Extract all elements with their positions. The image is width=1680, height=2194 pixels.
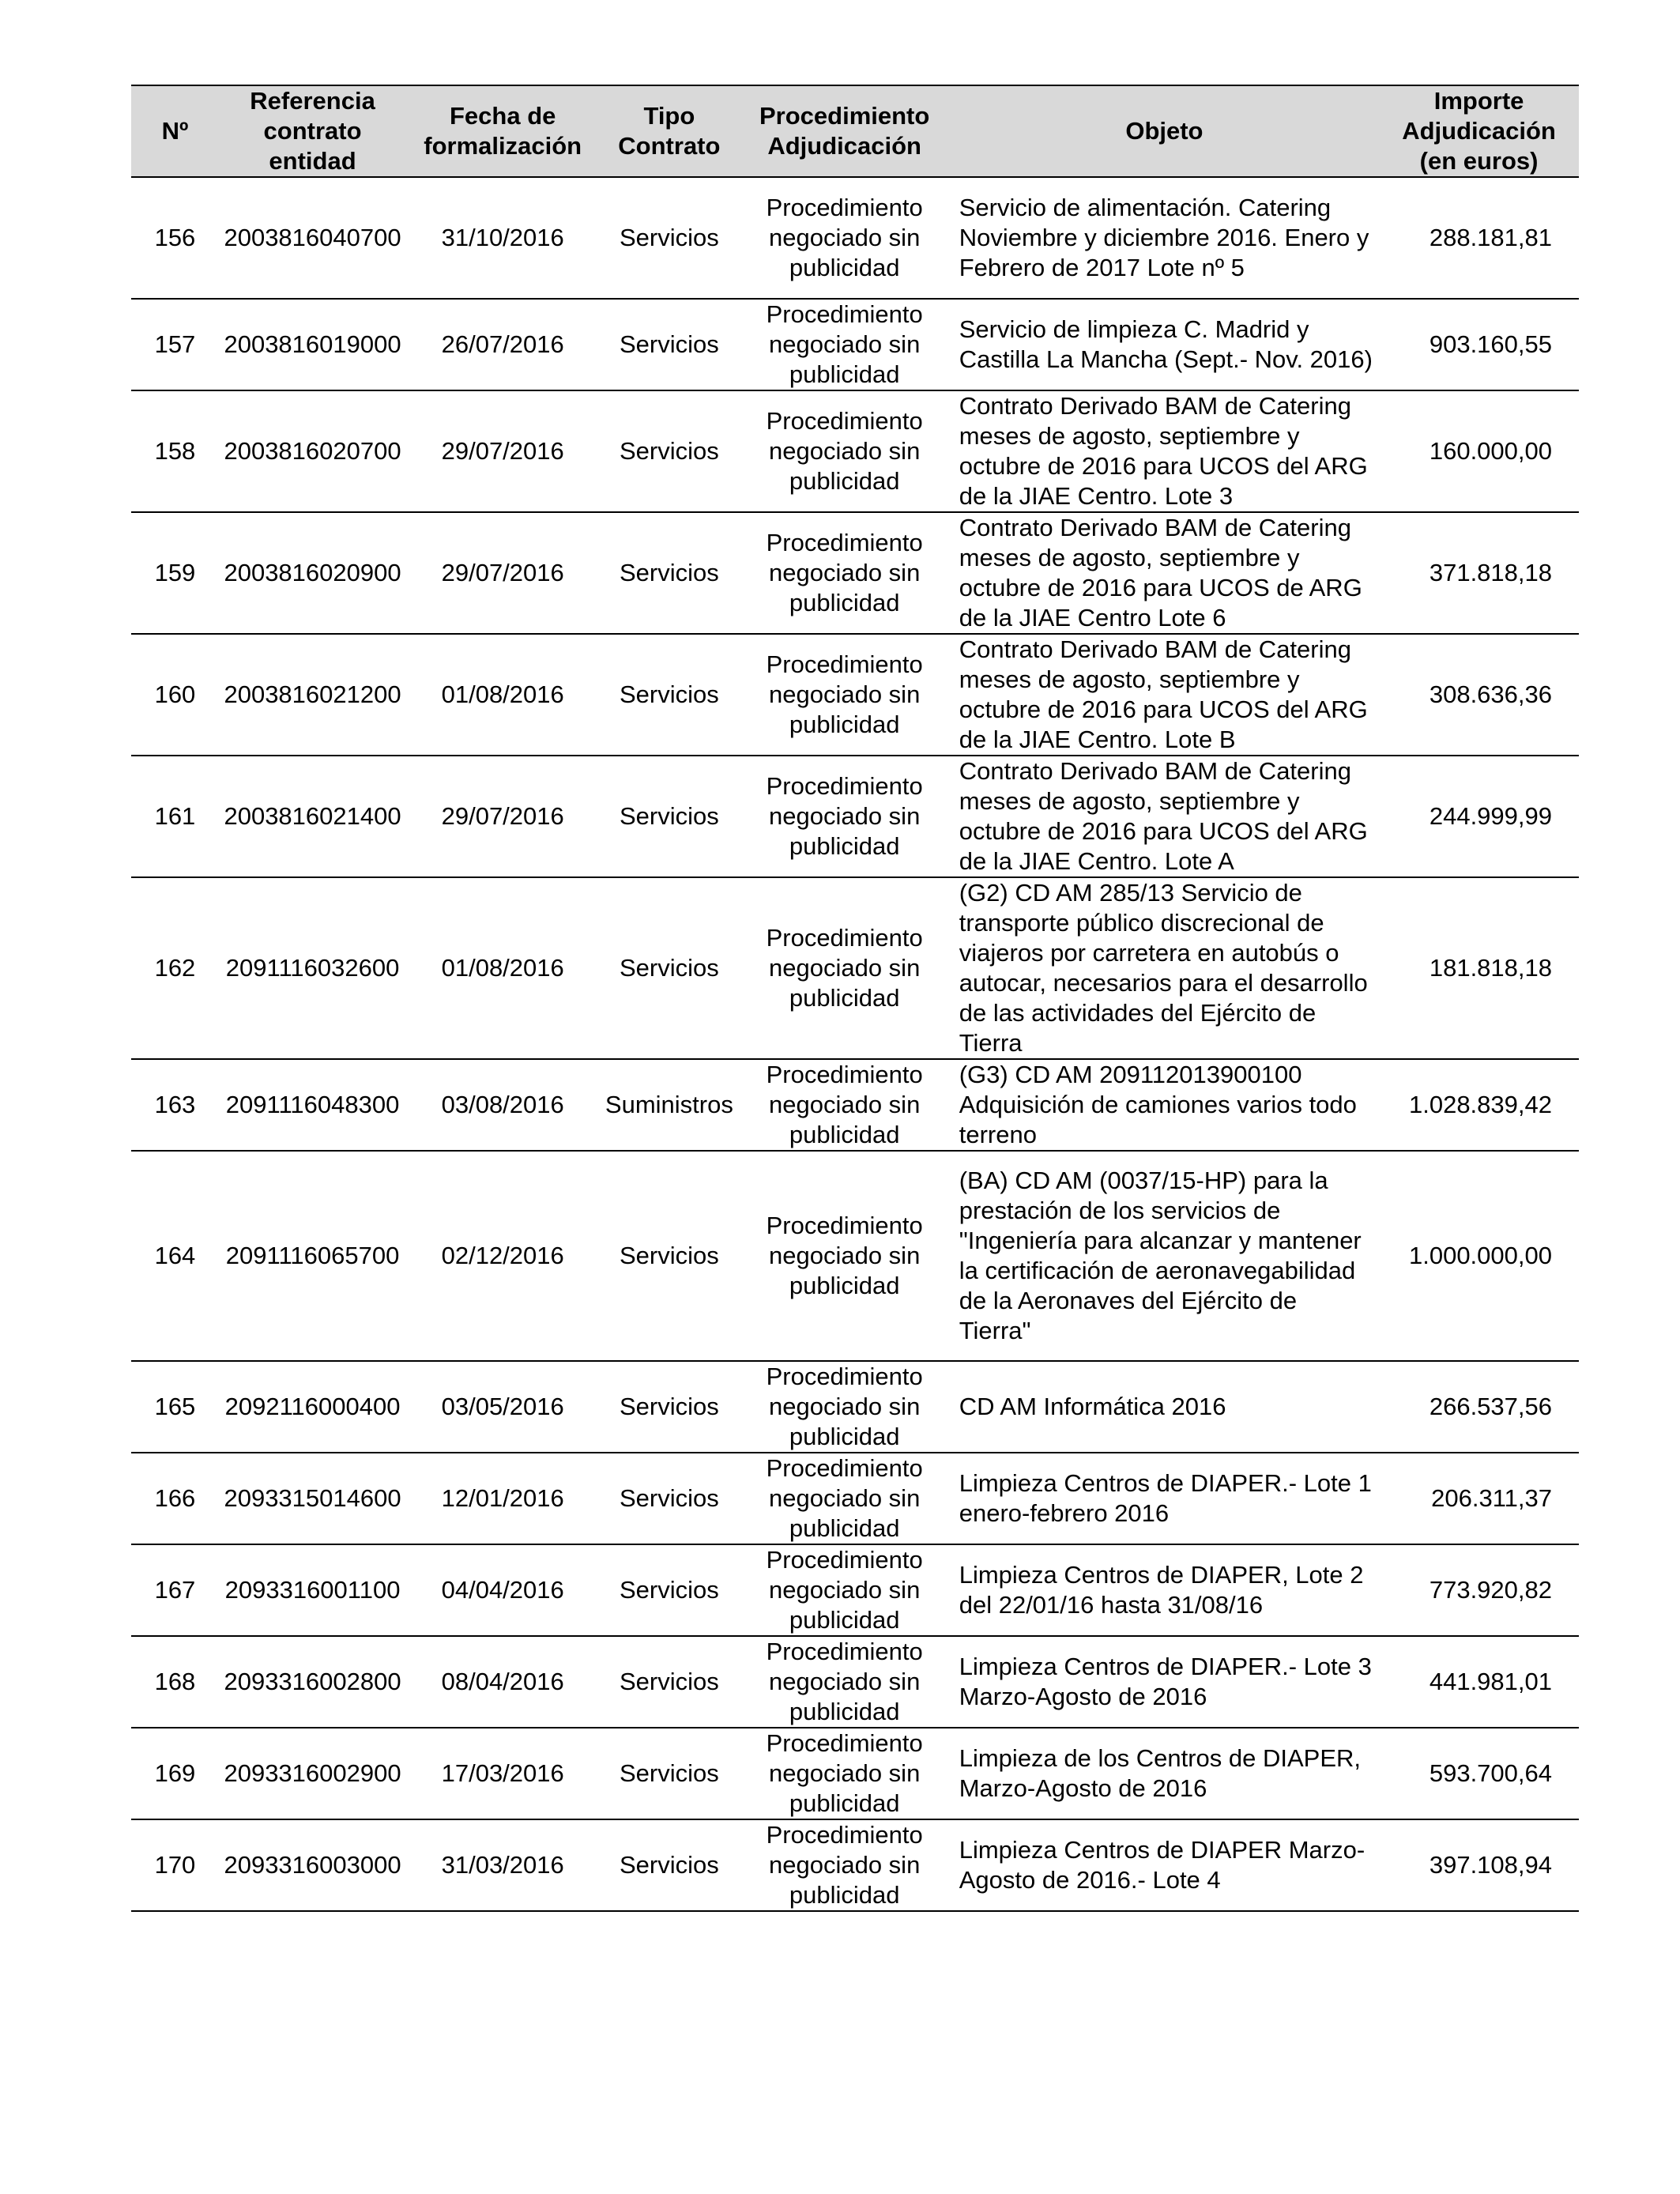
cell-fecha: 31/10/2016 bbox=[406, 177, 599, 299]
cell-objeto: (G2) CD AM 285/13 Servicio de transporte público discrecional de viajeros por carretera en autobús o autocar, necesarios para el desarrollo de las actividades del Ejército de Tierra bbox=[950, 877, 1379, 1059]
cell-fecha: 08/04/2016 bbox=[406, 1636, 599, 1728]
table-row bbox=[131, 1059, 1579, 1151]
cell-procedimiento: Procedimiento negociado sin publicidad bbox=[740, 1059, 950, 1151]
table-header-row bbox=[131, 85, 1579, 177]
header-line: Tipo bbox=[643, 102, 695, 130]
header-line: (en euros) bbox=[1419, 147, 1539, 175]
cell-fecha: 01/08/2016 bbox=[406, 877, 599, 1059]
header-fecha bbox=[406, 85, 599, 177]
cell-referencia: 2091116048300 bbox=[219, 1059, 406, 1151]
table-row bbox=[131, 1819, 1579, 1911]
cell-referencia: 2091116065700 bbox=[219, 1151, 406, 1361]
header-line: Fecha de bbox=[449, 102, 556, 130]
table-row bbox=[131, 756, 1579, 877]
cell-importe: 593.700,64 bbox=[1379, 1728, 1579, 1819]
cell-tipo: Servicios bbox=[599, 756, 739, 877]
cell-fecha: 02/12/2016 bbox=[406, 1151, 599, 1361]
header-tipo bbox=[599, 85, 739, 177]
cell-referencia: 2093315014600 bbox=[219, 1453, 406, 1544]
cell-n: 169 bbox=[131, 1728, 219, 1819]
cell-referencia: 2003816021400 bbox=[219, 756, 406, 877]
cell-importe: 288.181,81 bbox=[1379, 177, 1579, 299]
cell-n: 159 bbox=[131, 512, 219, 634]
cell-fecha: 03/08/2016 bbox=[406, 1059, 599, 1151]
header-referencia bbox=[219, 85, 406, 177]
cell-n: 158 bbox=[131, 390, 219, 512]
cell-referencia: 2003816021200 bbox=[219, 634, 406, 756]
header-line: Adjudicación bbox=[767, 132, 921, 160]
table-row bbox=[131, 1361, 1579, 1453]
cell-objeto: Limpieza Centros de DIAPER, Lote 2 del 22/01/16 hasta 31/08/16 bbox=[950, 1544, 1379, 1636]
table-row bbox=[131, 512, 1579, 634]
cell-referencia: 2091116032600 bbox=[219, 877, 406, 1059]
cell-fecha: 01/08/2016 bbox=[406, 634, 599, 756]
cell-tipo: Servicios bbox=[599, 1544, 739, 1636]
cell-n: 160 bbox=[131, 634, 219, 756]
cell-procedimiento: Procedimiento negociado sin publicidad bbox=[740, 512, 950, 634]
cell-tipo: Servicios bbox=[599, 1728, 739, 1819]
cell-procedimiento: Procedimiento negociado sin publicidad bbox=[740, 877, 950, 1059]
cell-importe: 266.537,56 bbox=[1379, 1361, 1579, 1453]
cell-tipo: Suministros bbox=[599, 1059, 739, 1151]
cell-importe: 903.160,55 bbox=[1379, 299, 1579, 390]
cell-importe: 244.999,99 bbox=[1379, 756, 1579, 877]
header-line: formalización bbox=[424, 132, 582, 160]
table-row bbox=[131, 1151, 1579, 1361]
cell-fecha: 29/07/2016 bbox=[406, 512, 599, 634]
cell-objeto: Limpieza de los Centros de DIAPER, Marzo-Agosto de 2016 bbox=[950, 1728, 1379, 1819]
cell-objeto: Limpieza Centros de DIAPER Marzo-Agosto de 2016.- Lote 4 bbox=[950, 1819, 1379, 1911]
cell-fecha: 26/07/2016 bbox=[406, 299, 599, 390]
cell-tipo: Servicios bbox=[599, 512, 739, 634]
cell-importe: 1.000.000,00 bbox=[1379, 1151, 1579, 1361]
cell-n: 156 bbox=[131, 177, 219, 299]
cell-tipo: Servicios bbox=[599, 634, 739, 756]
cell-importe: 1.028.839,42 bbox=[1379, 1059, 1579, 1151]
cell-objeto: Contrato Derivado BAM de Catering meses de agosto, septiembre y octubre de 2016 para UCOS del ARG de la JIAE Centro. Lote 3 bbox=[950, 390, 1379, 512]
cell-procedimiento: Procedimiento negociado sin publicidad bbox=[740, 1151, 950, 1361]
cell-n: 166 bbox=[131, 1453, 219, 1544]
cell-objeto: Contrato Derivado BAM de Catering meses de agosto, septiembre y octubre de 2016 para UCOS del ARG de la JIAE Centro. Lote B bbox=[950, 634, 1379, 756]
cell-objeto: CD AM Informática 2016 bbox=[950, 1361, 1379, 1453]
cell-n: 165 bbox=[131, 1361, 219, 1453]
table-row bbox=[131, 1453, 1579, 1544]
table-row bbox=[131, 177, 1579, 299]
cell-referencia: 2003816020900 bbox=[219, 512, 406, 634]
cell-procedimiento: Procedimiento negociado sin publicidad bbox=[740, 1636, 950, 1728]
cell-importe: 773.920,82 bbox=[1379, 1544, 1579, 1636]
cell-tipo: Servicios bbox=[599, 1361, 739, 1453]
contracts-table bbox=[131, 85, 1579, 1912]
header-line: Referencia bbox=[250, 87, 375, 115]
cell-n: 161 bbox=[131, 756, 219, 877]
cell-procedimiento: Procedimiento negociado sin publicidad bbox=[740, 756, 950, 877]
header-line: contrato entidad bbox=[263, 117, 362, 175]
header-line: Importe bbox=[1433, 87, 1524, 115]
cell-n: 164 bbox=[131, 1151, 219, 1361]
cell-objeto: Limpieza Centros de DIAPER.- Lote 3 Marzo-Agosto de 2016 bbox=[950, 1636, 1379, 1728]
header-n bbox=[131, 85, 219, 177]
header-procedimiento bbox=[740, 85, 950, 177]
cell-n: 162 bbox=[131, 877, 219, 1059]
cell-fecha: 04/04/2016 bbox=[406, 1544, 599, 1636]
cell-fecha: 03/05/2016 bbox=[406, 1361, 599, 1453]
cell-procedimiento: Procedimiento negociado sin publicidad bbox=[740, 1819, 950, 1911]
cell-n: 157 bbox=[131, 299, 219, 390]
cell-tipo: Servicios bbox=[599, 299, 739, 390]
cell-referencia: 2093316003000 bbox=[219, 1819, 406, 1911]
cell-fecha: 12/01/2016 bbox=[406, 1453, 599, 1544]
cell-importe: 371.818,18 bbox=[1379, 512, 1579, 634]
cell-referencia: 2093316002900 bbox=[219, 1728, 406, 1819]
cell-objeto: Limpieza Centros de DIAPER.- Lote 1 enero-febrero 2016 bbox=[950, 1453, 1379, 1544]
table-row bbox=[131, 1544, 1579, 1636]
cell-referencia: 2003816019000 bbox=[219, 299, 406, 390]
cell-referencia: 2003816020700 bbox=[219, 390, 406, 512]
cell-referencia: 2093316002800 bbox=[219, 1636, 406, 1728]
cell-n: 168 bbox=[131, 1636, 219, 1728]
cell-objeto: Contrato Derivado BAM de Catering meses de agosto, septiembre y octubre de 2016 para UCOS de ARG de la JIAE Centro Lote 6 bbox=[950, 512, 1379, 634]
cell-fecha: 29/07/2016 bbox=[406, 756, 599, 877]
cell-objeto: (G3) CD AM 209112013900100 Adquisición de camiones varios todo terreno bbox=[950, 1059, 1379, 1151]
cell-fecha: 29/07/2016 bbox=[406, 390, 599, 512]
header-line: Contrato bbox=[618, 132, 721, 160]
cell-objeto: Servicio de limpieza C. Madrid y Castilla La Mancha (Sept.- Nov. 2016) bbox=[950, 299, 1379, 390]
cell-procedimiento: Procedimiento negociado sin publicidad bbox=[740, 299, 950, 390]
cell-objeto: (BA) CD AM (0037/15-HP) para la prestación de los servicios de "Ingeniería para alcanzar y mantener la certificación de aeronavegabilidad de la Aeronaves del Ejército de Tierra" bbox=[950, 1151, 1379, 1361]
cell-tipo: Servicios bbox=[599, 877, 739, 1059]
cell-procedimiento: Procedimiento negociado sin publicidad bbox=[740, 177, 950, 299]
cell-fecha: 17/03/2016 bbox=[406, 1728, 599, 1819]
cell-tipo: Servicios bbox=[599, 1453, 739, 1544]
table-row bbox=[131, 877, 1579, 1059]
cell-importe: 206.311,37 bbox=[1379, 1453, 1579, 1544]
table-row bbox=[131, 390, 1579, 512]
cell-referencia: 2093316001100 bbox=[219, 1544, 406, 1636]
header-line: Adjudicación bbox=[1402, 117, 1556, 145]
header-importe bbox=[1379, 85, 1579, 177]
cell-tipo: Servicios bbox=[599, 1636, 739, 1728]
cell-objeto: Contrato Derivado BAM de Catering meses de agosto, septiembre y octubre de 2016 para UCOS del ARG de la JIAE Centro. Lote A bbox=[950, 756, 1379, 877]
cell-procedimiento: Procedimiento negociado sin publicidad bbox=[740, 634, 950, 756]
header-objeto bbox=[950, 85, 1379, 177]
header-line: Procedimiento bbox=[759, 102, 930, 130]
cell-importe: 397.108,94 bbox=[1379, 1819, 1579, 1911]
cell-objeto: Servicio de alimentación. Catering Noviembre y diciembre 2016. Enero y Febrero de 2017 Lote nº 5 bbox=[950, 177, 1379, 299]
table-row bbox=[131, 634, 1579, 756]
cell-tipo: Servicios bbox=[599, 177, 739, 299]
cell-procedimiento: Procedimiento negociado sin publicidad bbox=[740, 390, 950, 512]
cell-n: 163 bbox=[131, 1059, 219, 1151]
cell-procedimiento: Procedimiento negociado sin publicidad bbox=[740, 1728, 950, 1819]
header-line: Objeto bbox=[1125, 117, 1203, 145]
table-row bbox=[131, 1728, 1579, 1819]
cell-referencia: 2092116000400 bbox=[219, 1361, 406, 1453]
cell-importe: 181.818,18 bbox=[1379, 877, 1579, 1059]
cell-fecha: 31/03/2016 bbox=[406, 1819, 599, 1911]
table-row bbox=[131, 299, 1579, 390]
cell-procedimiento: Procedimiento negociado sin publicidad bbox=[740, 1361, 950, 1453]
cell-tipo: Servicios bbox=[599, 1151, 739, 1361]
table-row bbox=[131, 1636, 1579, 1728]
cell-tipo: Servicios bbox=[599, 390, 739, 512]
cell-tipo: Servicios bbox=[599, 1819, 739, 1911]
cell-n: 167 bbox=[131, 1544, 219, 1636]
cell-importe: 441.981,01 bbox=[1379, 1636, 1579, 1728]
cell-importe: 160.000,00 bbox=[1379, 390, 1579, 512]
cell-importe: 308.636,36 bbox=[1379, 634, 1579, 756]
header-line: Nº bbox=[161, 117, 189, 145]
cell-procedimiento: Procedimiento negociado sin publicidad bbox=[740, 1544, 950, 1636]
cell-n: 170 bbox=[131, 1819, 219, 1911]
cell-referencia: 2003816040700 bbox=[219, 177, 406, 299]
cell-procedimiento: Procedimiento negociado sin publicidad bbox=[740, 1453, 950, 1544]
